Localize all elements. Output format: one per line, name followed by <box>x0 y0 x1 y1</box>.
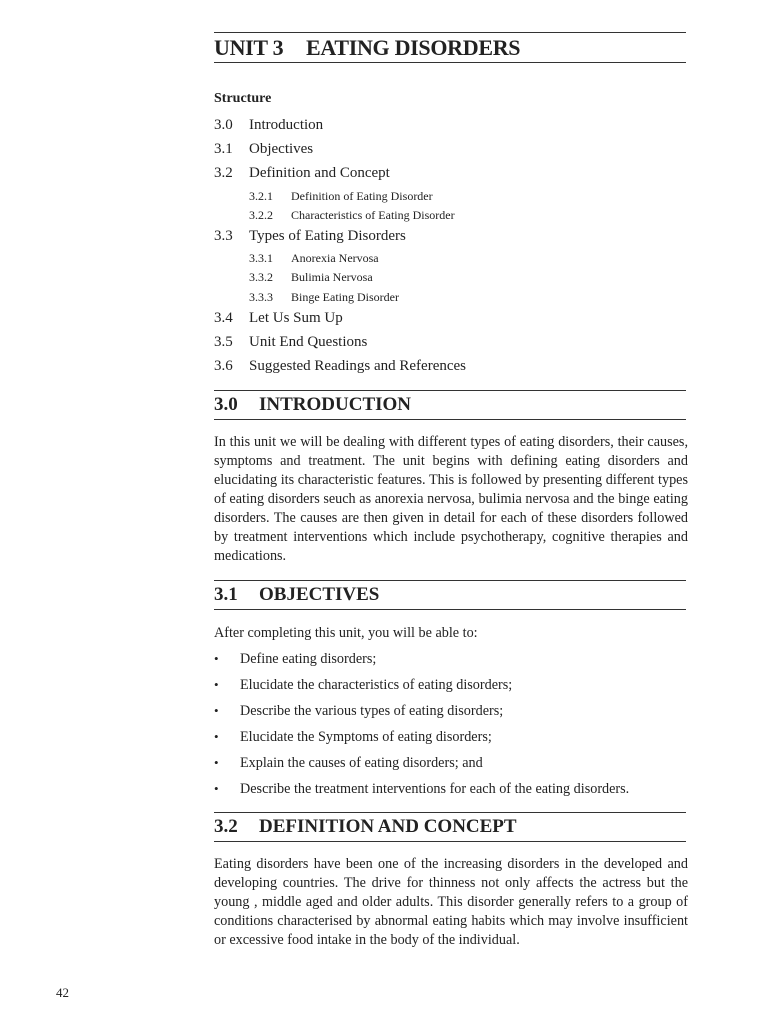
toc-item: 3.6 Suggested Readings and References <box>214 358 467 374</box>
page-number: 42 <box>56 985 69 1000</box>
introduction-paragraph: In this unit we will be dealing with different types of eating disorders, their causes, symptoms and treatment. The unit begins with defining eating disorders and elucidating its characteristic features. This is followed by presenting different types of eating disorders seuch as anorexia nervosa, bulimia nervosa and the binge eating disorders. The causes are then given in detail for each of these disorders followed by treatment interventions which include psychotherapy, cognitive therapies and medications. <box>214 434 688 564</box>
unit-number: UNIT 3 <box>214 35 284 60</box>
toc-subitem: 3.3.2 Bulimia Nervosa <box>249 270 373 284</box>
list-item: • Elucidate the Symptoms of eating disorders; <box>214 729 492 745</box>
list-item: • Elucidate the characteristics of eating disorders; <box>214 677 513 693</box>
definition-paragraph: Eating disorders have been one of the increasing disorders in the developed and developing countries. The drive for thinness not only affects the actress but the young , middle aged and older adults. This disorder generally refers to a group of conditions characterised by abnormal eating habits which may involve insufficient or excessive food intake in the body of the individual. <box>214 856 688 948</box>
toc-subitem: 3.2.1 Definition of Eating Disorder <box>249 189 433 203</box>
list-item: • Describe the various types of eating disorders; <box>214 703 504 719</box>
unit-title <box>214 32 686 63</box>
list-item: • Define eating disorders; <box>214 651 377 667</box>
toc-item: 3.3 Types of Eating Disorders <box>214 228 406 244</box>
toc-item: 3.0 Introduction <box>214 117 324 133</box>
section-heading-introduction: 3.0 INTRODUCTION <box>214 390 686 420</box>
list-item: • Describe the treatment interventions for each of the eating disorders. <box>214 781 630 797</box>
toc-subitem: 3.3.1 Anorexia Nervosa <box>249 251 379 265</box>
objectives-lead: After completing this unit, you will be able to: <box>214 625 478 641</box>
section-heading-definition: 3.2 DEFINITION AND CONCEPT <box>214 812 686 842</box>
toc-item: 3.4 Let Us Sum Up <box>214 310 343 326</box>
list-item: • Explain the causes of eating disorders; and <box>214 755 483 771</box>
toc-subitem: 3.2.2 Characteristics of Eating Disorder <box>249 208 455 222</box>
section-heading-objectives: 3.1 OBJECTIVES <box>214 580 686 610</box>
toc-item: 3.2 Definition and Concept <box>214 165 390 181</box>
toc-item: 3.1 Objectives <box>214 141 314 157</box>
structure-label: Structure <box>214 91 272 106</box>
unit-title-text: EATING DISORDERS <box>306 35 521 60</box>
toc-subitem: 3.3.3 Binge Eating Disorder <box>249 290 399 304</box>
toc-item: 3.5 Unit End Questions <box>214 334 368 350</box>
